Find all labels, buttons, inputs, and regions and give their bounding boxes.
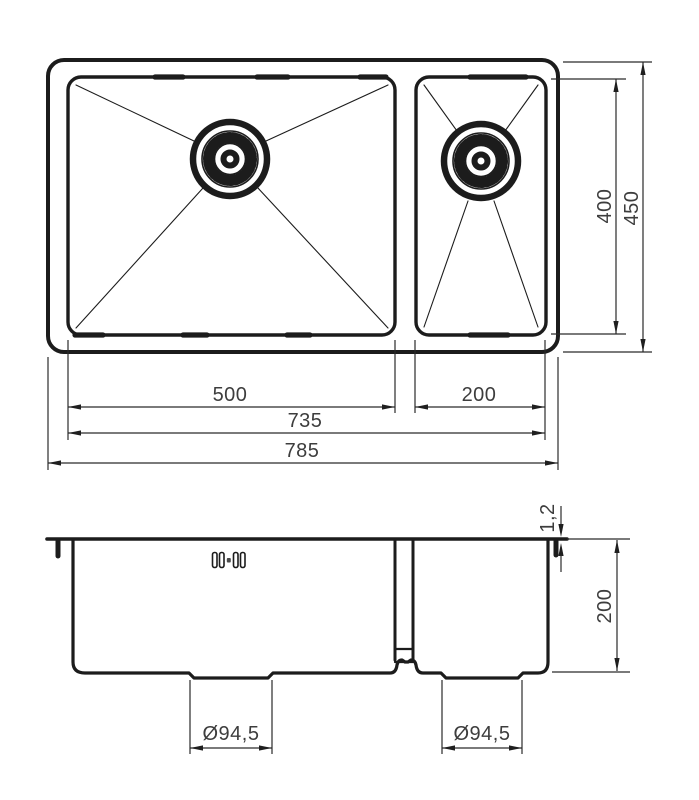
front-view-extension-lines (190, 539, 630, 754)
dimension-label-1-2: 1,2 (537, 503, 559, 533)
dimension-label-785: 785 (284, 440, 320, 462)
divider-channel (395, 540, 413, 662)
right-bowl-outline (416, 77, 546, 335)
dimension-label-400: 400 (594, 188, 616, 224)
dimension-left-drain-diameter (190, 723, 272, 751)
right-drain-strainer-icon (441, 121, 521, 201)
overflow-slots-icon (213, 553, 246, 568)
dimension-right-bowl-width (415, 384, 545, 410)
dimension-right-drain-diameter (442, 723, 522, 751)
top-view-extension-lines (48, 62, 652, 470)
dimension-overall-width (48, 440, 558, 466)
top-view (48, 60, 652, 470)
dimension-label-500: 500 (212, 384, 248, 406)
left-bowl-outline (68, 77, 395, 335)
sink-outer-outline (48, 60, 558, 352)
dimension-bowls-span (68, 410, 545, 436)
dimension-label-735: 735 (287, 410, 323, 432)
dimension-bowl-depth (594, 79, 619, 334)
dimension-label-drain-right: Ø94,5 (453, 723, 511, 745)
bowls-profile (73, 540, 548, 678)
dimension-label-200: 200 (461, 384, 497, 406)
left-drain-strainer-icon (190, 119, 270, 199)
dimension-left-bowl-width (68, 384, 395, 410)
dimension-label-450: 450 (621, 190, 643, 226)
dimension-label-200-depth: 200 (594, 588, 616, 624)
front-view (47, 503, 630, 754)
dimension-bowl-height (594, 540, 620, 671)
line-weight-accents (75, 77, 526, 335)
dimension-label-drain-left: Ø94,5 (202, 723, 260, 745)
dimension-overall-depth (621, 62, 646, 352)
